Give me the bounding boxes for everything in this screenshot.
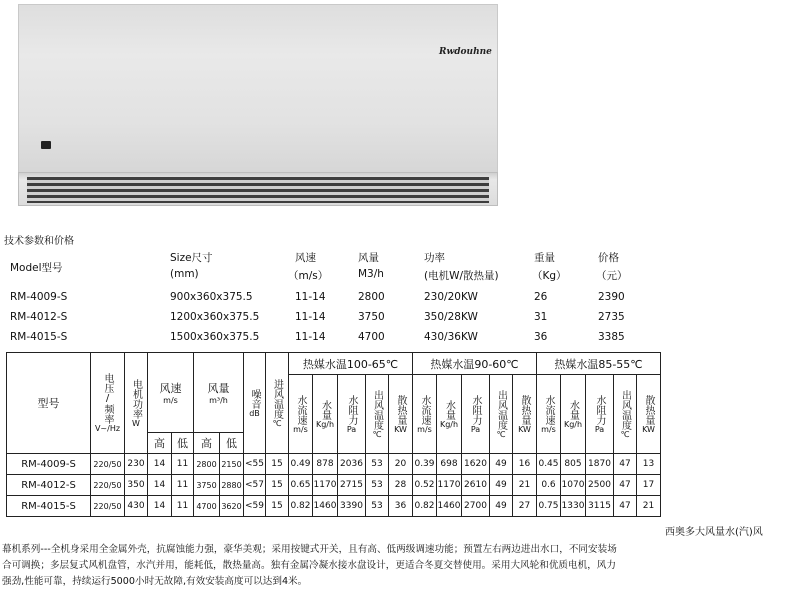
cell-power: 430 [125,496,148,517]
cell-model: RM-4015-S [7,496,91,517]
cell-value: 0.6 [537,475,561,496]
cell-value: 0.82 [413,496,437,517]
header-model: 型号 [7,353,91,454]
description-line: 强劲,性能可靠，持续运行5000小时无故障,有效安装高度可以达到4米。 [2,576,308,587]
cell-value: 805 [561,454,586,475]
spec-header-price-unit: （元） [596,270,628,282]
cell-value: 1330 [561,496,586,517]
cell-inlet: 15 [266,496,289,517]
cell-inlet: 15 [266,475,289,496]
spec-header-size-unit: (mm) [170,268,199,280]
sub-header: 散热量 KW [513,375,537,454]
spec-header-volume: 风量 [358,252,379,264]
group-header-90-60: 热媒水温90-60℃ [413,353,537,375]
header-power: 电机功率 W [125,353,148,454]
cell-value: 0.75 [537,496,561,517]
cell-voltage: 220/50 [91,454,125,475]
cell-noise: <55 [244,454,266,475]
cell-value: 0.52 [413,475,437,496]
sub-header: 水量 Kg/h [437,375,462,454]
cell-value: 27 [513,496,537,517]
air-curtain-body [18,4,498,174]
cell-value: 2610 [462,475,490,496]
cell-power: 350 [125,475,148,496]
cell-value: 47 [614,475,637,496]
table-row [7,475,661,496]
sub-header: 水阻力 Pa [338,375,366,454]
cell-value: 21 [513,475,537,496]
cell-volume-high: 2800 [194,454,220,475]
spec-cell: 1200x360x375.5 [170,311,260,323]
table-row [7,496,661,517]
spec-cell: 3385 [598,331,625,343]
header-voltage: 电压/频率 V~/Hz [91,353,125,454]
group-header-85-55: 热媒水温85-55℃ [537,353,661,375]
cell-value: 0.45 [537,454,561,475]
description-line: 幕机系列---全机身采用全金属外壳，抗腐蚀能力强，豪华美观；采用按键式开关，且有高、低两级调速功能；预置左右两边进出水口，不同安装场 [2,544,617,555]
cell-value: 1170 [313,475,338,496]
cell-value: 3390 [338,496,366,517]
cell-volume-low: 3620 [220,496,244,517]
cell-value: 21 [637,496,661,517]
spec-header-price: 价格 [598,252,619,264]
sub-header: 水流速 m/s [413,375,437,454]
sub-header: 水量 Kg/h [561,375,586,454]
spec-cell: 350/28KW [424,311,478,323]
cell-speed-low: 11 [172,475,194,496]
product-image [18,4,498,206]
spec-header-weight: 重量 [534,252,555,264]
spec-header-power: 功率 [424,252,445,264]
cell-value: 1870 [586,454,614,475]
spec-cell: 2800 [358,291,385,303]
header-speed-high: 高 [148,433,172,454]
spec-header-power-unit: (电机W/散热量) [424,270,499,282]
cell-value: 2500 [586,475,614,496]
cell-volume-low: 2150 [220,454,244,475]
spec-cell: 11-14 [295,331,326,343]
spec-cell: RM-4015-S [10,331,68,343]
spec-cell: RM-4012-S [10,311,68,323]
spec-cell: 230/20KW [424,291,478,303]
cell-value: 2700 [462,496,490,517]
spec-cell: RM-4009-S [10,291,68,303]
cell-value: 47 [614,454,637,475]
spec-header-speed: 风速 [295,252,316,264]
cell-value: 47 [614,496,637,517]
cell-speed-high: 14 [148,454,172,475]
cell-value: 17 [637,475,661,496]
cell-value: 36 [389,496,413,517]
sub-header: 水流速 m/s [289,375,313,454]
header-volume: 风量 m³/h [194,353,244,433]
spec-cell: 31 [534,311,548,323]
header-inlet-temp: 进风温度 ℃ [266,353,289,454]
cell-value: 1460 [437,496,462,517]
cell-model: RM-4012-S [7,475,91,496]
description-line: 西奥多大风量水(汽)风 [665,527,763,538]
cell-voltage: 220/50 [91,475,125,496]
cell-value: 16 [513,454,537,475]
cell-volume-high: 3750 [194,475,220,496]
spec-header-model: Model型号 [10,262,63,274]
cell-inlet: 15 [266,454,289,475]
header-volume-high: 高 [194,433,220,454]
vent-grille [27,177,489,203]
sub-header: 散热量 KW [389,375,413,454]
spec-header-weight-unit: （Kg） [532,270,567,282]
sub-header: 水量 Kg/h [313,375,338,454]
cell-speed-high: 14 [148,475,172,496]
spec-cell: 26 [534,291,548,303]
cell-value: 2036 [338,454,366,475]
cell-value: 0.39 [413,454,437,475]
group-header-100-65: 热媒水温100-65℃ [289,353,413,375]
cell-noise: <57 [244,475,266,496]
table-row [7,454,661,475]
cell-value: 1070 [561,475,586,496]
header-speed-low: 低 [172,433,194,454]
spec-cell: 3750 [358,311,385,323]
cell-value: 53 [366,454,389,475]
cell-speed-low: 11 [172,496,194,517]
cell-speed-high: 14 [148,496,172,517]
sub-header: 出风温度 ℃ [614,375,637,454]
spec-header-speed-unit: （m/s） [288,270,329,282]
sub-header: 出风温度 ℃ [366,375,389,454]
header-speed: 风速 m/s [148,353,194,433]
cell-speed-low: 11 [172,454,194,475]
spec-cell: 900x360x375.5 [170,291,253,303]
cell-value: 1620 [462,454,490,475]
spec-header-size: Size尺寸 [170,252,213,264]
description-line: 合可调换；多层复式风机盘管，水汽并用，能耗低，散热量高。独有金属冷凝水接水盘设计，更适合冬夏交替使用。采用大风轮和优质电机，风力 [2,560,616,571]
cell-value: 53 [366,475,389,496]
spec-cell: 11-14 [295,311,326,323]
cell-power: 230 [125,454,148,475]
cell-value: 3115 [586,496,614,517]
cell-value: 1460 [313,496,338,517]
spec-header-volume-unit: M3/h [358,268,384,280]
sub-header: 散热量 KW [637,375,661,454]
spec-cell: 36 [534,331,548,343]
air-curtain-vent-base [18,172,498,206]
power-switch-icon [41,141,51,149]
parameters-table [6,352,661,517]
cell-value: 13 [637,454,661,475]
cell-noise: <59 [244,496,266,517]
header-noise: 噪音 dB [244,353,266,454]
spec-cell: 1500x360x375.5 [170,331,260,343]
cell-voltage: 220/50 [91,496,125,517]
cell-value: 2715 [338,475,366,496]
cell-value: 0.82 [289,496,313,517]
cell-volume-high: 4700 [194,496,220,517]
cell-value: 49 [490,475,513,496]
spec-cell: 2390 [598,291,625,303]
brand-logo: Rwdouhne [439,47,492,57]
cell-volume-low: 2880 [220,475,244,496]
cell-value: 878 [313,454,338,475]
sub-header: 水阻力 Pa [462,375,490,454]
cell-model: RM-4009-S [7,454,91,475]
spec-cell: 2735 [598,311,625,323]
cell-value: 20 [389,454,413,475]
cell-value: 1170 [437,475,462,496]
sub-header: 出风温度 ℃ [490,375,513,454]
spec-cell: 430/36KW [424,331,478,343]
cell-value: 49 [490,454,513,475]
sub-header: 水阻力 Pa [586,375,614,454]
cell-value: 0.49 [289,454,313,475]
header-volume-low: 低 [220,433,244,454]
spec-cell: 4700 [358,331,385,343]
cell-value: 53 [366,496,389,517]
cell-value: 698 [437,454,462,475]
spec-cell: 11-14 [295,291,326,303]
cell-value: 0.65 [289,475,313,496]
cell-value: 49 [490,496,513,517]
sub-header: 水流速 m/s [537,375,561,454]
cell-value: 28 [389,475,413,496]
section-title: 技术参数和价格 [4,236,74,247]
